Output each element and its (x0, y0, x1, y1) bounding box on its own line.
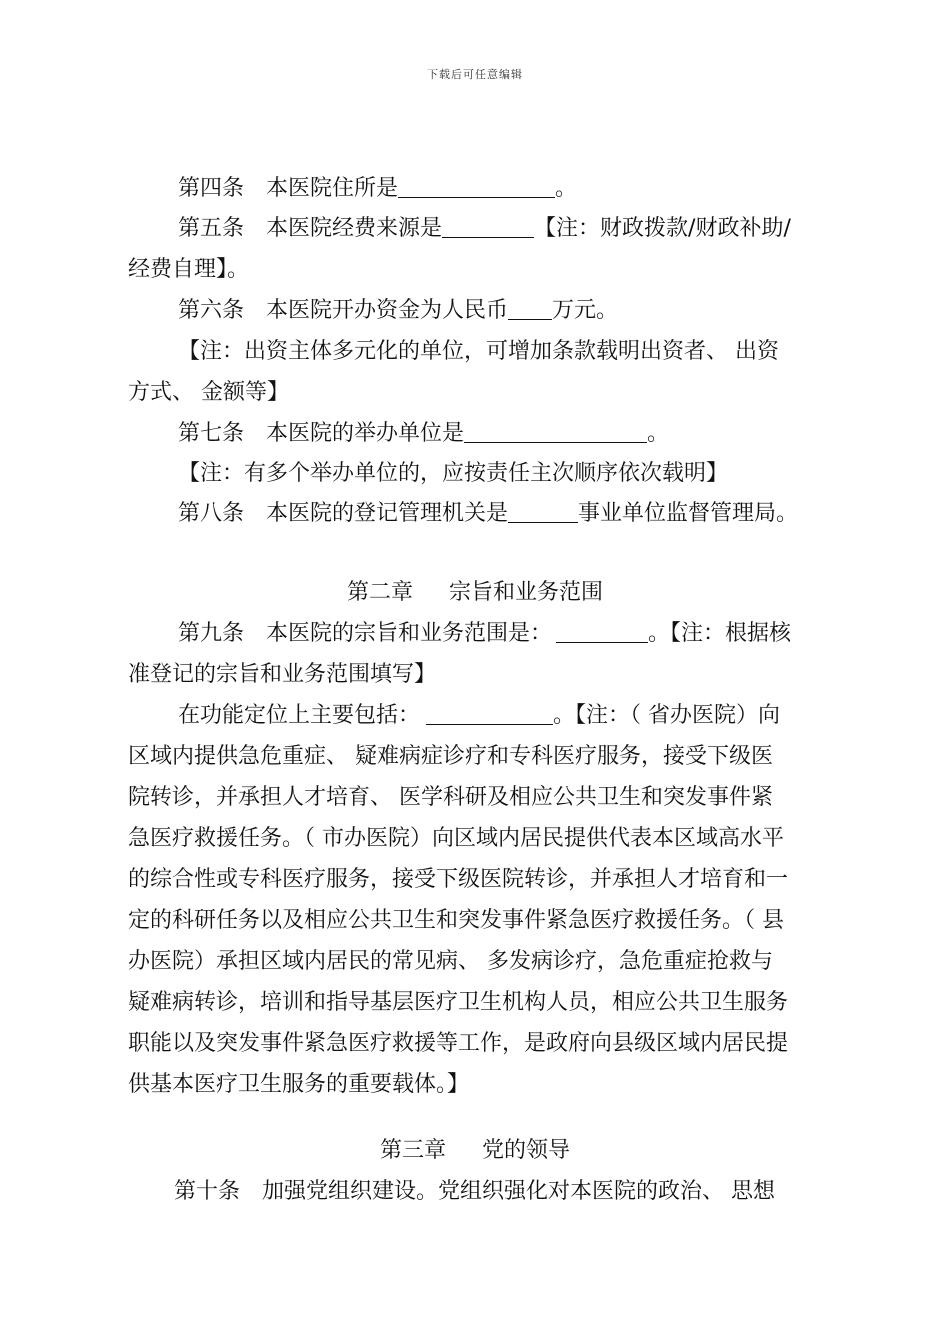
article-10-label: 第十条 (174, 1179, 241, 1204)
article-4-label: 第四条 (178, 176, 245, 201)
paragraph-function-line-4: 急医疗救援任务。（ 市办医院）向区域内居民提供代表本区域高水平 (128, 826, 784, 851)
article-6-text: 本医院开办资金为人民币 (266, 298, 509, 323)
article-8 (178, 499, 798, 529)
article-6-label: 第六条 (178, 298, 245, 323)
article-9-continued: 准登记的宗旨和业务范围填写】 (128, 662, 437, 687)
sponsor-blank (464, 420, 647, 443)
authority-blank (508, 500, 578, 523)
purpose-blank (556, 620, 648, 643)
article-6-end: 万元。 (552, 298, 619, 323)
article-9-label: 第九条 (178, 621, 245, 646)
chapter-2-heading (0, 578, 950, 608)
function-blank (426, 702, 553, 725)
article-8-label: 第八条 (178, 501, 245, 526)
address-blank (398, 175, 555, 198)
page-header: 下载后可任意编辑 (427, 68, 523, 81)
note-6-line-1: 【注：出资主体多元化的单位，可增加条款载明出资者、 出资 (178, 339, 779, 364)
article-8-text: 本医院的登记管理机关是 (266, 501, 509, 526)
article-5-continued: 经费自理】。 (128, 257, 250, 282)
article-9 (178, 619, 791, 649)
paragraph-function-line-8: 疑难病转诊，培训和指导基层医疗卫生机构人员，相应公共卫生服务 (128, 990, 789, 1015)
article-5-label: 第五条 (178, 216, 245, 241)
article-6 (178, 296, 618, 326)
chapter-3-heading (0, 1136, 950, 1166)
article-5-note: 【注：财政拨款/财政补助/ (534, 216, 791, 241)
article-4 (178, 174, 577, 204)
article-7-label: 第七条 (178, 421, 245, 446)
article-8-end: 事业单位监督管理局。 (578, 501, 799, 526)
paragraph-function-line-5: 的综合性或专科医疗服务，接受下级医院转诊，并承担人才培育和一 (128, 867, 789, 892)
article-7-text: 本医院的举办单位是 (266, 421, 465, 446)
paragraph-function-line-10: 供基本医疗卫生服务的重要载体。】 (128, 1072, 470, 1097)
paragraph-function-line-2: 区域内提供急危重症、 疑难病症诊疗和专科医疗服务，接受下级医 (128, 744, 773, 769)
funding-blank (442, 215, 534, 238)
article-7 (178, 419, 669, 449)
note-7: 【注：有多个举办单位的，应按责任主次顺序依次载明】 (178, 461, 729, 486)
paragraph-function-line-6: 定的科研任务以及相应公共卫生和突发事件紧急医疗救援任务。（ 县 (128, 908, 784, 933)
note-6-line-2: 方式、 金额等】 (128, 380, 289, 405)
paragraph-function-line-7: 办医院）承担区域内居民的常见病、 多发病诊疗，急危重症抢救与 (128, 949, 773, 974)
article-4-end: 。 (555, 176, 578, 201)
article-4-text: 本医院住所是 (266, 176, 399, 201)
article-10-text: 加强党组织建设。党组织强化对本医院的政治、 思想 (262, 1179, 776, 1204)
article-7-end: 。 (647, 421, 670, 446)
function-text: 在功能定位上主要包括： (178, 703, 421, 728)
chapter-3-number: 第三章 (379, 1138, 446, 1163)
article-10 (174, 1177, 775, 1207)
chapter-2-title: 宗旨和业务范围 (449, 580, 604, 605)
paragraph-function-line-9: 职能以及突发事件紧急医疗救援等工作，是政府向县级区域内居民提 (128, 1031, 789, 1056)
article-9-text: 本医院的宗旨和业务范围是： (266, 621, 553, 646)
article-5 (178, 214, 791, 244)
capital-blank (508, 297, 552, 320)
article-9-note: 。【注：根据核 (648, 621, 792, 646)
article-5-text: 本医院经费来源是 (266, 216, 443, 241)
paragraph-function-line-3: 院转诊，并承担人才培育、 医学科研及相应公共卫生和突发事件紧 (128, 785, 773, 810)
paragraph-function-line-1 (178, 701, 780, 731)
chapter-3-title: 党的领导 (482, 1138, 571, 1163)
chapter-2-number: 第二章 (346, 580, 413, 605)
function-note: 。【注：（ 省办医院）向 (553, 703, 781, 728)
